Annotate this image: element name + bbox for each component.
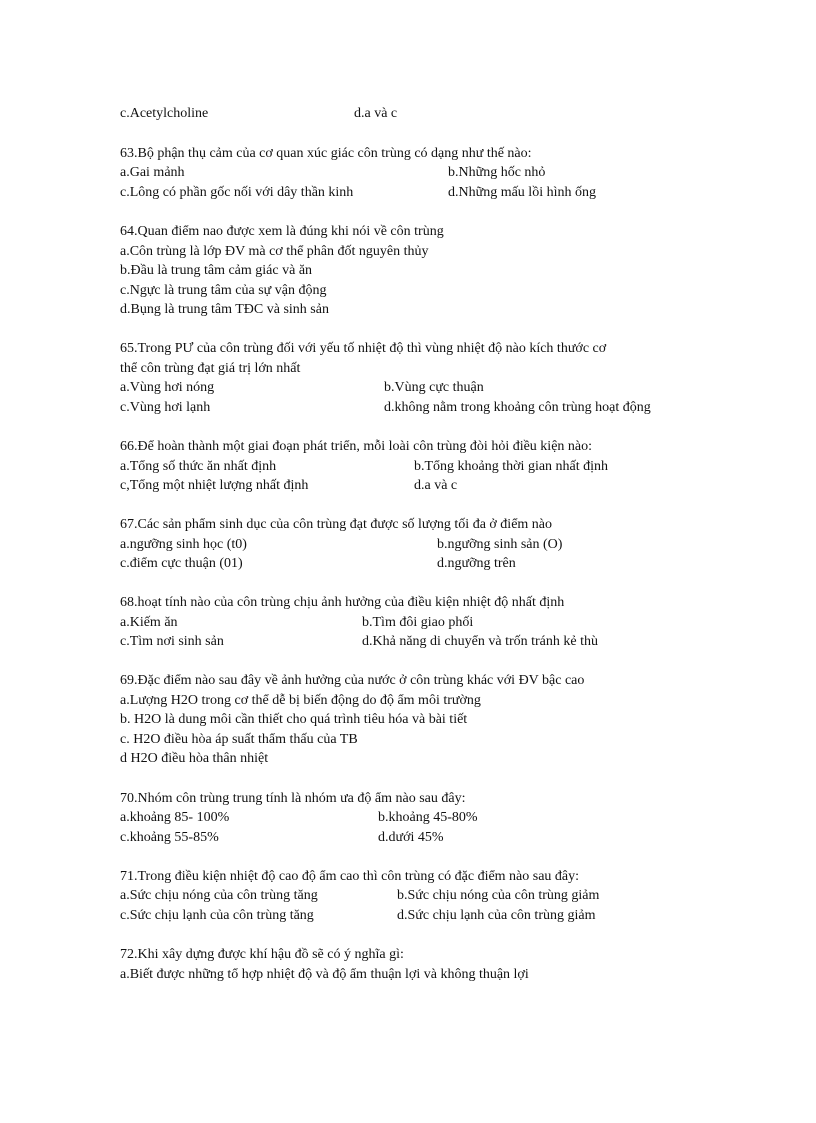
question-65-line-1: 65.Trong PƯ của côn trùng đối với yếu tố nhiệt độ thì vùng nhiệt độ nào kích thước cơ [120, 341, 607, 356]
q69-option-d: d H2O điều hòa thân nhiệt [120, 751, 269, 766]
question-69: 69.Đặc điểm nào sau đây về ảnh hưởng của nước ở côn trùng khác với ĐV bậc cao [120, 673, 585, 688]
q65-option-c: c.Vùng hơi lạnh [120, 400, 211, 415]
q68-option-b: b.Tìm đôi giao phối [362, 615, 474, 630]
q72-option-a: a.Biết được những tổ hợp nhiệt độ và độ ẩm thuận lợi và không thuận lợi [120, 967, 529, 982]
question-70: 70.Nhóm côn trùng trung tính là nhóm ưa độ ẩm nào sau đây: [120, 791, 466, 806]
question-71: 71.Trong điều kiện nhiệt độ cao độ ẩm cao thì côn trùng có đặc điểm nào sau đây: [120, 869, 580, 884]
q71-option-d: d.Sức chịu lạnh của côn trùng giảm [397, 908, 596, 923]
q68-option-c: c.Tìm nơi sinh sản [120, 634, 224, 649]
q64-option-c: c.Ngực là trung tâm của sự vận động [120, 283, 327, 298]
q67-option-b: b.ngưỡng sinh sản (O) [437, 537, 563, 552]
q64-option-b: b.Đầu là trung tâm cảm giác và ăn [120, 263, 313, 278]
question-68: 68.hoạt tính nào của côn trùng chịu ảnh hưởng của điều kiện nhiệt độ nhất định [120, 595, 565, 610]
q64-option-a: a.Côn trùng là lớp ĐV mà cơ thể phân đốt nguyên thủy [120, 244, 429, 259]
q70-option-b: b.khoảng 45-80% [378, 810, 478, 825]
q69-option-a: a.Lượng H2O trong cơ thể dễ bị biến động do độ ẩm môi trường [120, 693, 481, 708]
q71-option-c: c.Sức chịu lạnh của côn trùng tăng [120, 908, 314, 923]
q71-option-a: a.Sức chịu nóng của côn trùng tăng [120, 888, 318, 903]
q65-option-d: d.không nằm trong khoảng côn trùng hoạt động [384, 400, 651, 415]
q64-option-d: d.Bụng là trung tâm TĐC và sinh sản [120, 302, 329, 317]
question-72: 72.Khi xây dựng được khí hậu đồ sẽ có ý nghĩa gì: [120, 947, 404, 962]
q67-option-d: d.ngưỡng trên [437, 556, 516, 571]
q66-option-a: a.Tổng số thức ăn nhất định [120, 459, 277, 474]
q69-option-b: b. H2O là dung môi cần thiết cho quá trình tiêu hóa và bài tiết [120, 712, 468, 727]
q66-option-d: d.a và c [414, 478, 458, 493]
q65-option-a: a.Vùng hơi nóng [120, 380, 215, 395]
question-63: 63.Bộ phận thụ cảm của cơ quan xúc giác côn trùng có dạng như thế nào: [120, 146, 532, 161]
q70-option-a: a.khoảng 85- 100% [120, 810, 230, 825]
question-67: 67.Các sản phẩm sinh dục của côn trùng đạt được số lượng tối đa ở điểm nào [120, 517, 553, 532]
q66-option-c: c,Tổng một nhiệt lượng nhất định [120, 478, 309, 493]
question-66: 66.Để hoàn thành một giai đoạn phát triển, mỗi loài côn trùng đòi hỏi điều kiện nào: [120, 439, 593, 454]
question-65-line-2: thể côn trùng đạt giá trị lớn nhất [120, 361, 301, 376]
q67-option-a: a.ngưỡng sinh học (t0) [120, 537, 247, 552]
q63-option-c: c.Lông có phần gốc nối với dây thần kinh [120, 185, 354, 200]
q63-option-d: d.Những mấu lồi hình ống [448, 185, 596, 200]
q66-option-b: b.Tổng khoảng thời gian nhất định [414, 459, 609, 474]
q71-option-b: b.Sức chịu nóng của côn trùng giảm [397, 888, 600, 903]
option-d: d.a và c [354, 106, 398, 121]
q68-option-a: a.Kiếm ăn [120, 615, 178, 630]
option-c: c.Acetylcholine [120, 106, 209, 121]
q63-option-a: a.Gai mảnh [120, 165, 185, 180]
q65-option-b: b.Vùng cực thuận [384, 380, 484, 395]
q70-option-d: d.dưới 45% [378, 830, 444, 845]
q69-option-c: c. H2O điều hòa áp suất thẩm thấu của TB [120, 732, 358, 747]
q67-option-c: c.điểm cực thuận (01) [120, 556, 243, 571]
q68-option-d: d.Khả năng di chuyển và trốn tránh kẻ thù [362, 634, 598, 649]
question-64: 64.Quan điểm nao được xem là đúng khi nói về côn trùng [120, 224, 444, 239]
q70-option-c: c.khoảng 55-85% [120, 830, 219, 845]
q63-option-b: b.Những hốc nhỏ [448, 165, 546, 180]
